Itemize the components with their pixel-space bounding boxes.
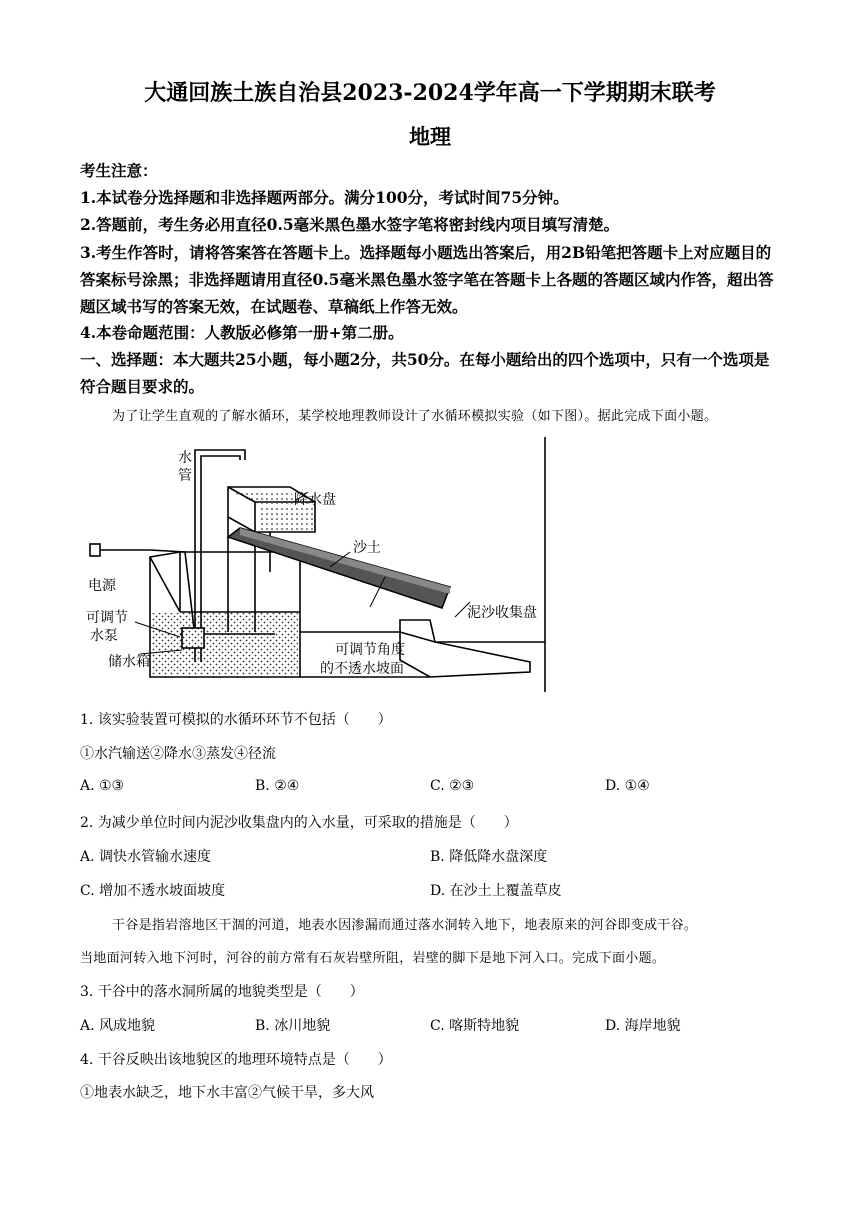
question-2-option-b[interactable]: B. 降低降水盘深度 <box>430 849 548 865</box>
note-item-2: 2.答题前，考生务必用直径0.5毫米黑色墨水签字笔将密封线内项目填写清楚。 <box>80 215 620 234</box>
question-3-stem: 3. 干谷中的落水洞所属的地貌类型是（ ） <box>80 984 364 1000</box>
question-1-stem: 1. 该实验装置可模拟的水循环环节不包括（ ） <box>80 712 392 728</box>
water-cycle-figure <box>80 432 555 694</box>
question-3-option-c[interactable]: C. 喀斯特地貌 <box>430 1018 520 1034</box>
intro-paragraph-2-line-2: 当地面河转入地下河时，河谷的前方常有石灰岩壁所阻，岩壁的脚下是地下河入口。完成下面小题。 <box>80 951 666 966</box>
label-rain-tray: 降水盘 <box>294 492 336 508</box>
subject-title: 地理 <box>409 124 451 149</box>
label-collector: 泥沙收集盘 <box>467 605 537 621</box>
section-heading: 一、选择题：本大题共25小题，每小题2分，共50分。在每小题给出的四个选项中，只有一个选项是符合题目要求的。 <box>80 350 770 396</box>
question-3-option-b[interactable]: B. 冰川地貌 <box>255 1018 331 1034</box>
notes-heading: 考生注意： <box>80 161 158 180</box>
question-1-items: ①水汽输送②降水③蒸发④径流 <box>80 746 276 762</box>
label-pump-1: 可调节 <box>86 610 128 626</box>
label-pipe-1: 水 <box>178 450 192 466</box>
intro-paragraph-2-line-1: 干谷是指岩溶地区干涸的河道，地表水因渗漏而通过落水洞转入地下，地表原来的河谷即变成干谷。 <box>112 918 698 933</box>
label-tank: 储水箱 <box>108 654 150 670</box>
question-4-stem: 4. 干谷反映出该地貌区的地理环境特点是（ ） <box>80 1052 392 1068</box>
note-item-4: 4.本卷命题范围：人教版必修第一册+第二册。 <box>80 323 404 342</box>
note-item-1: 1.本试卷分选择题和非选择题两部分。满分100分，考试时间75分钟。 <box>80 188 569 207</box>
label-sand: 沙土 <box>353 540 381 556</box>
question-1-option-b[interactable]: B. ②④ <box>255 778 300 794</box>
question-2-stem: 2. 为减少单位时间内泥沙收集盘内的入水量，可采取的措施是（ ） <box>80 815 518 831</box>
intro-paragraph-1: 为了让学生直观的了解水循环，某学校地理教师设计了水循环模拟实验（如下图）。据此完成下面小题。 <box>112 409 718 424</box>
question-3-option-a[interactable]: A. 风成地貌 <box>80 1018 156 1034</box>
question-2-option-d[interactable]: D. 在沙土上覆盖草皮 <box>430 883 562 899</box>
label-slope-2: 的不透水坡面 <box>320 661 404 677</box>
question-2-option-a[interactable]: A. 调快水管输水速度 <box>80 849 212 865</box>
exam-title: 大通回族土族自治县2023-2024学年高一下学期期末联考 <box>144 80 716 106</box>
question-1-option-a[interactable]: A. ①③ <box>80 778 125 794</box>
label-slope-1: 可调节角度 <box>335 642 405 658</box>
question-1-option-d[interactable]: D. ①④ <box>605 778 650 794</box>
label-power: 电源 <box>88 578 116 594</box>
power-plug <box>90 544 100 556</box>
question-1-option-c[interactable]: C. ②③ <box>430 778 475 794</box>
sediment-collector <box>400 620 530 677</box>
label-pump-2: 水泵 <box>90 628 118 644</box>
question-4-items: ①地表水缺乏，地下水丰富②气候干旱，多大风 <box>80 1085 374 1101</box>
label-pipe-2: 管 <box>178 468 192 484</box>
question-3-option-d[interactable]: D. 海岸地貌 <box>605 1018 681 1034</box>
question-2-option-c[interactable]: C. 增加不透水坡面坡度 <box>80 883 226 899</box>
note-item-3: 3.考生作答时，请将答案答在答题卡上。选择题每小题选出答案后，用2B铅笔把答题卡上对应题目的答案标号涂黑；非选择题请用直径0.5毫米黑色墨水签字笔在答题卡上各题的答题区域内作答，超出答题区域书写的答案无效，在试题卷、草稿纸上作答无效。 <box>80 243 774 316</box>
